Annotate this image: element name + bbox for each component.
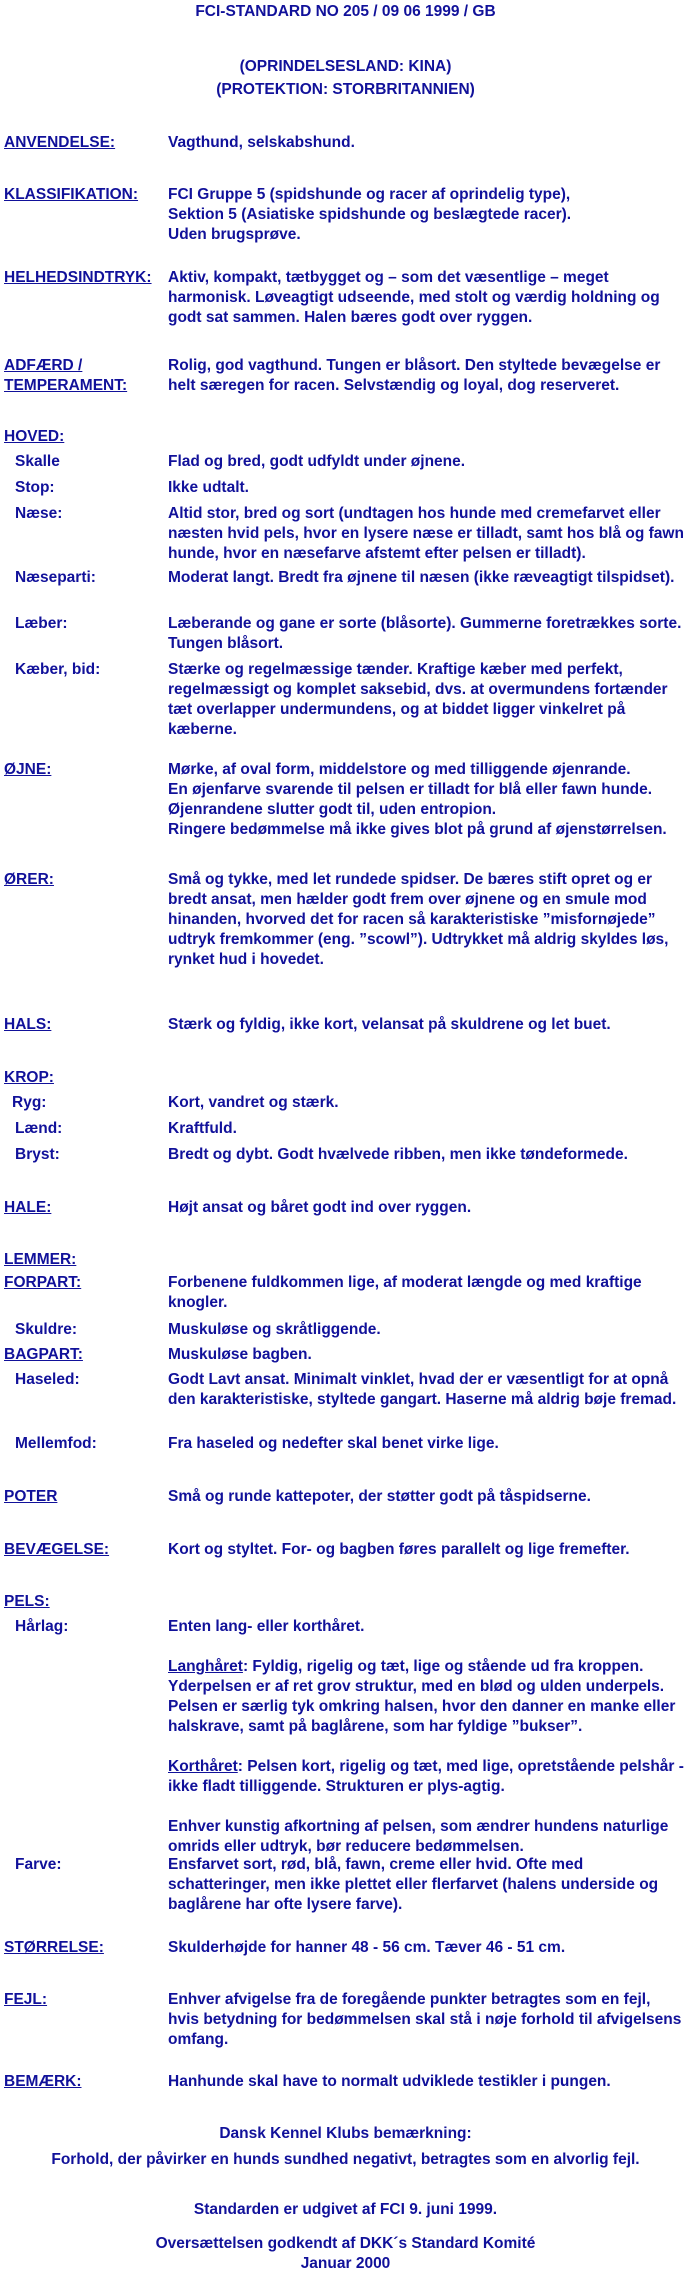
sub-label-ryg: Ryg: xyxy=(12,1094,47,1111)
sub-text-skalle: Flad og bred, godt udfyldt under øjnene. xyxy=(168,453,466,470)
published-note: Standarden er udgivet af FCI 9. juni 1999. xyxy=(193,2201,498,2218)
section-label-poter: POTER xyxy=(4,1488,58,1505)
sub-label-haseled: Haseled: xyxy=(15,1371,80,1388)
klassifikation-line: Sektion 5 (Asiatiske spidshunde og beslægtede racer). xyxy=(168,206,572,223)
section-text-anvendelse: Vagthund, selskabshund. xyxy=(168,134,355,151)
sub-label-bagpart: BAGPART: xyxy=(4,1346,83,1363)
langharet-label: Langhåret xyxy=(168,1658,243,1675)
translation-date: Januar 2000 xyxy=(300,2255,391,2272)
sub-label-skuldre: Skuldre: xyxy=(15,1321,78,1338)
sub-text-naese: Altid stor, bred og sort (undtagen hos hunde med cremefarvet eller næsten hvid pels, hvor en lysere næse er tilladt, samt hos blå og fawn hunde, hvor en næsefarve afstemt efter pelsen er tilladt). xyxy=(168,505,684,562)
section-text-hals: Stærk og fyldig, ikke kort, velansat på skuldrene og let buet. xyxy=(168,1016,611,1033)
dkk-note-text: Forhold, der påvirker en hunds sundhed negativt, betragtes som en alvorlig fejl. xyxy=(51,2151,640,2168)
sub-label-mellemfod: Mellemfod: xyxy=(15,1435,97,1452)
section-label-ojne: ØJNE: xyxy=(4,761,52,778)
ojne-line: En øjenfarve svarende til pelsen er tilladt for blå eller fawn hunde. xyxy=(168,781,653,798)
sub-label-laend: Lænd: xyxy=(15,1120,63,1137)
sub-text-stop: Ikke udtalt. xyxy=(168,479,249,496)
sub-text-haseled: Godt Lavt ansat. Minimalt vinklet, hvad der er væsentligt for at opnå den karakteristiske, styltede gangart. Haserne må aldrig bøje fremad. xyxy=(168,1371,677,1408)
adfaerd-label-line: ADFÆRD / xyxy=(4,357,83,374)
section-label-bevaegelse: BEVÆGELSE: xyxy=(4,1541,110,1558)
section-label-storrelse: STØRRELSE: xyxy=(4,1939,104,1956)
origin-country: (OPRINDELSESLAND: KINA) xyxy=(239,58,452,75)
section-text-storrelse: Skulderhøjde for hanner 48 - 56 cm. Tæver 46 - 51 cm. xyxy=(168,1939,566,1956)
sub-text-bagpart: Muskuløse bagben. xyxy=(168,1346,312,1363)
harlag-langharet xyxy=(168,1657,684,1737)
sub-label-kaeber: Kæber, bid: xyxy=(15,661,101,678)
standard-number: FCI-STANDARD NO 205 / 09 06 1999 / GB xyxy=(195,3,496,20)
section-text-poter: Små og runde kattepoter, der støtter godt på tåspidserne. xyxy=(168,1488,591,1505)
section-label-hale: HALE: xyxy=(4,1199,52,1216)
section-label-anvendelse: ANVENDELSE: xyxy=(4,134,116,151)
section-label-orer: ØRER: xyxy=(4,871,54,888)
section-label-adfaerd xyxy=(4,356,164,396)
sub-text-forpart: Forbenene fuldkommen lige, af moderat længde og med kraftige knogler. xyxy=(168,1274,642,1311)
sub-label-laeber: Læber: xyxy=(15,615,68,632)
harlag-intro: Enten lang- eller korthåret. xyxy=(168,1618,365,1635)
sub-text-skuldre: Muskuløse og skråtliggende. xyxy=(168,1321,381,1338)
adfaerd-label-line: TEMPERAMENT: xyxy=(4,377,128,394)
sub-label-naeseparti: Næseparti: xyxy=(15,569,96,586)
sub-text-naeseparti: Moderat langt. Bredt fra øjnene til næsen (ikke ræveagtigt tilspidset). xyxy=(168,569,675,586)
ojne-line: Mørke, af oval form, middelstore og med tilliggende øjenrande. xyxy=(168,761,631,778)
section-text-klassifikation xyxy=(168,185,684,245)
sub-label-harlag: Hårlag: xyxy=(15,1618,69,1635)
kortharet-text: : Pelsen kort, rigelig og tæt, med lige, opretstående pelshår - ikke fladt tilliggende. Strukturen er plys-agtig. xyxy=(168,1758,684,1795)
sub-label-farve: Farve: xyxy=(15,1856,62,1873)
harlag-note: Enhver kunstig afkortning af pelsen, som ændrer hundens naturlige omrids eller udtryk, bør reducere bedømmelsen. xyxy=(168,1818,669,1855)
section-label-pels: PELS: xyxy=(4,1593,50,1610)
klassifikation-line: Uden brugsprøve. xyxy=(168,226,301,243)
section-label-helhedsindtryk: HELHEDSINDTRYK: xyxy=(4,269,152,286)
sub-text-farve: Ensfarvet sort, rød, blå, fawn, creme eller hvid. Ofte med schatteringer, men ikke plettet eller flerfarvet (halens underside og baglårene har ofte lysere farve). xyxy=(168,1856,659,1913)
sub-label-stop: Stop: xyxy=(15,479,55,496)
section-label-krop: KROP: xyxy=(4,1069,54,1086)
sub-text-bryst: Bredt og dybt. Godt hvælvede ribben, men ikke tøndeformede. xyxy=(168,1146,628,1163)
section-label-hals: HALS: xyxy=(4,1016,52,1033)
section-text-hale: Højt ansat og båret godt ind over ryggen. xyxy=(168,1199,472,1216)
section-text-ojne xyxy=(168,760,684,840)
sub-text-ryg: Kort, vandret og stærk. xyxy=(168,1094,339,1111)
sub-text-laend: Kraftfuld. xyxy=(168,1120,237,1137)
sub-label-forpart: FORPART: xyxy=(4,1274,82,1291)
translation-note: Oversættelsen godkendt af DKK´s Standard Komité xyxy=(155,2235,536,2252)
harlag-kortharet xyxy=(168,1757,684,1797)
section-text-orer: Små og tykke, med let rundede spidser. De bæres stift opret og er bredt ansat, men hælder godt frem over øjnene og en smule mod hinanden, hvorved det for racen så karakteristiske ”misfornøjede” udtryk fremkommer (eng. ”scowl”). Udtrykket må aldrig skyldes løs, rynket hud i hovedet. xyxy=(168,871,669,968)
section-text-bevaegelse: Kort og styltet. For- og bagben føres parallelt og lige fremefter. xyxy=(168,1541,630,1558)
klassifikation-line: FCI Gruppe 5 (spidshunde og racer af oprindelig type), xyxy=(168,186,571,203)
sub-text-kaeber: Stærke og regelmæssige tænder. Kraftige kæber med perfekt, regelmæssigt og komplet saksebid, dvs. at overmundens fortænder tæt overlapper undermundens, og at biddet ligger vinkelret på kæberne. xyxy=(168,661,668,738)
sub-text-mellemfod: Fra haseled og nedefter skal benet virke lige. xyxy=(168,1435,499,1452)
sub-label-skalle: Skalle xyxy=(15,453,60,470)
section-label-klassifikation: KLASSIFIKATION: xyxy=(4,186,139,203)
section-label-lemmer: LEMMER: xyxy=(4,1251,77,1268)
section-text-adfaerd: Rolig, god vagthund. Tungen er blåsort. Den styltede bevægelse er helt særegen for racen. Selvstændig og loyal, dog reserveret. xyxy=(168,357,661,394)
section-text-fejl: Enhver afvigelse fra de foregående punkter betragtes som en fejl, hvis betydning for bedømmelsen skal stå i nøje forhold til afvigelsens omfang. xyxy=(168,1991,682,2048)
sub-label-bryst: Bryst: xyxy=(15,1146,60,1163)
kortharet-label: Korthåret xyxy=(168,1758,238,1775)
patronage-country: (PROTEKTION: STORBRITANNIEN) xyxy=(216,81,475,98)
dkk-note-title: Dansk Kennel Klubs bemærkning: xyxy=(219,2125,472,2142)
ojne-line: Ringere bedømmelse må ikke gives blot på grund af øjenstørrelsen. xyxy=(168,821,667,838)
sub-label-naese: Næse: xyxy=(15,505,63,522)
sub-text-harlag xyxy=(168,1617,684,1857)
section-label-hoved: HOVED: xyxy=(4,428,65,445)
section-text-helhedsindtryk: Aktiv, kompakt, tætbygget og – som det væsentlige – meget harmonisk. Løveagtigt udseende, med stolt og værdig holdning og godt sat sammen. Halen bæres godt over ryggen. xyxy=(168,269,660,326)
section-text-bemaerk: Hanhunde skal have to normalt udviklede testikler i pungen. xyxy=(168,2073,611,2090)
section-label-fejl: FEJL: xyxy=(4,1991,48,2008)
sub-text-laeber: Læberande og gane er sorte (blåsorte). Gummerne foretrækkes sorte. Tungen blåsort. xyxy=(168,615,682,652)
langharet-text: : Fyldig, rigelig og tæt, lige og stående ud fra kroppen. Yderpelsen er af ret grov struktur, med en blød og ulden underpels. Pelsen er særlig tyk omkring halsen, hvor den danner en manke eller halskrave, samt på baglårene, som har fyldige ”bukser”. xyxy=(168,1658,676,1735)
section-label-bemaerk: BEMÆRK: xyxy=(4,2073,82,2090)
ojne-line: Øjenrandene slutter godt til, uden entropion. xyxy=(168,801,497,818)
